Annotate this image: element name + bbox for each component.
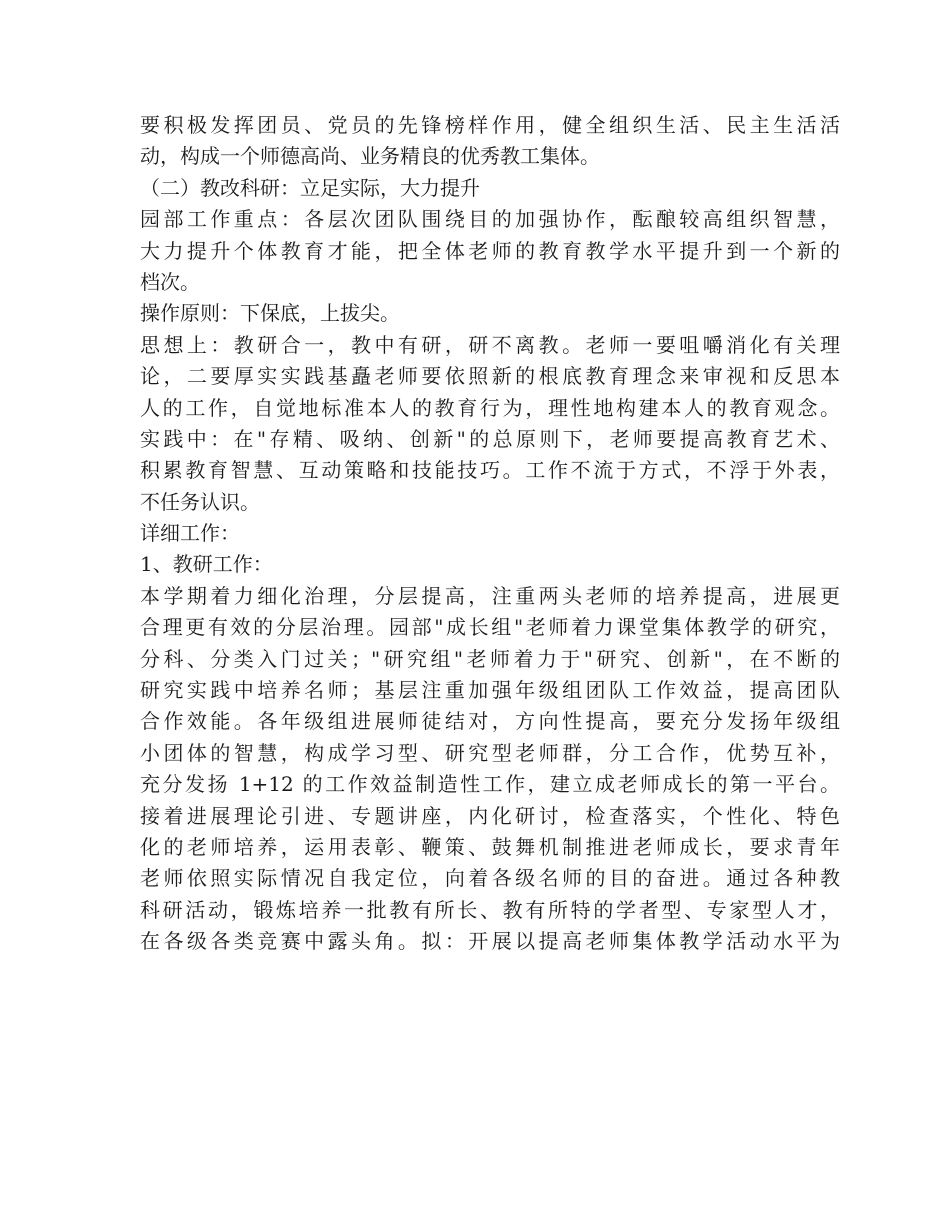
text-line: （二）教改科研：立足实际，大力提升: [140, 175, 480, 200]
body-text: [140, 110, 840, 958]
text-line: 实践中：在"存精、吸纳、创新"的总原则下，老师要提高教育艺术、: [140, 426, 840, 451]
text-line: 化的老师培养，运用表彰、鞭策、鼓舞机制推进老师成长，要求青年: [140, 834, 840, 859]
text-line: 动，构成一个师德高尚、业务精良的优秀教工集体。: [140, 144, 600, 169]
text-line: 详细工作：: [140, 521, 240, 546]
text-line: 思想上：教研合一，教中有研，研不离教。老师一要咀嚼消化有关理: [140, 332, 840, 357]
text-line: 论，二要厚实实践基矗老师要依照新的根底教育理念来审视和反思本: [140, 364, 840, 389]
text-line: 合理更有效的分层治理。园部"成长组"老师着力课堂集体教学的研究，: [140, 615, 840, 640]
text-line: 园部工作重点：各层次团队围绕目的加强协作，酝酿较高组织智慧，: [140, 207, 840, 232]
text-line: 老师依照实际情况自我定位，向着各级名师的目的奋进。通过各种教: [140, 866, 840, 891]
text-line: 科研活动，锻炼培养一批教有所长、教有所特的学者型、专家型人才，: [140, 897, 840, 922]
text-line: 档次。: [140, 269, 200, 294]
text-line: 本学期着力细化治理，分层提高，注重两头老师的培养提高，进展更: [140, 583, 840, 608]
text-line: 研究实践中培养名师；基层注重加强年级组团队工作效益，提高团队: [140, 678, 840, 703]
text-line: 人的工作，自觉地标准本人的教育行为，理性地构建本人的教育观念。: [140, 395, 840, 420]
text-line: 大力提升个体教育才能，把全体老师的教育教学水平提升到一个新的: [140, 238, 840, 263]
text-line: 分科、分类入门过关；"研究组"老师着力于"研究、创新"，在不断的: [140, 646, 840, 671]
text-line: 小团体的智慧，构成学习型、研究型老师群，分工合作，优势互补，: [140, 740, 840, 765]
text-line: 1、教研工作：: [140, 552, 273, 577]
text-line: 接着进展理论引进、专题讲座，内化研讨，检查落实，个性化、特色: [140, 803, 840, 828]
text-line: 在各级各类竞赛中露头角。拟：开展以提高老师集体教学活动水平为: [140, 929, 840, 954]
text-line: 操作原则：下保底，上拔尖。: [140, 301, 400, 326]
text-line: 不任务认识。: [140, 489, 260, 514]
text-line: 要积极发挥团员、党员的先锋榜样作用，健全组织生活、民主生活活: [140, 113, 840, 137]
text-line: 合作效能。各年级组进展师徒结对，方向性提高，要充分发扬年级组: [140, 709, 840, 734]
text-line: 充分发扬 1+12 的工作效益制造性工作，建立成老师成长的第一平台。: [140, 772, 840, 797]
text-line: 积累教育智慧、互动策略和技能技巧。工作不流于方式，不浮于外表，: [140, 458, 840, 483]
